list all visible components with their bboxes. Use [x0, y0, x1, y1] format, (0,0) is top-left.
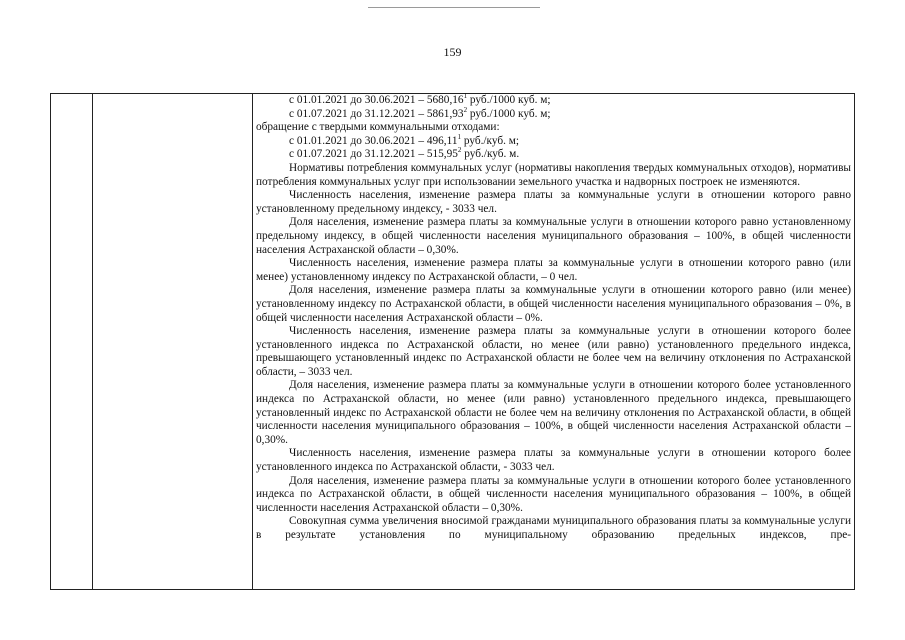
tariff-text: с 01.07.2021 до 31.12.2021 – 5861,93: [289, 107, 464, 120]
footnote-mark: 2: [463, 105, 468, 114]
paragraph-norms: Нормативы потребления коммунальных услуг (нормативы накопления твердых коммунальных отходов), нормативы потребления коммунальных услуг при использовании земельного участка и надворных построек не изменяются.: [256, 161, 851, 188]
paragraph-share-deviation: Доля населения, изменение размера платы за коммунальные услуги в отношении которого более установленного индекса по Астраханской области, но менее (или равно) установленного предельного индекса, превышающего установленный индекс по Астраханской области не более чем на величину отклонения по Астраханской области, в общей численности населения муниципального образования – 100%, в общей численности населения Астраханской области – 0,30%.: [256, 379, 851, 446]
paragraph-share-above: Доля населения, изменение размера платы за коммунальные услуги в отношении которого более установленного индекса по Астраханской области, в общей численности населения муниципального образования – 100%, в общей численности населения Астраханской области – 0,30%.: [256, 474, 851, 514]
paragraph-share-limit: Доля населения, изменение размера платы за коммунальные услуги в отношении которого равно установленному предельному индексу, в общей численности населения муниципального образования – 100%, в общей численности населения Астраханской области – 0,30%.: [256, 216, 851, 256]
document-table: [50, 94, 855, 590]
footnote-mark: 1: [457, 133, 461, 142]
tariff-line-gas-h2: [256, 105, 851, 122]
tariff-text: с 01.01.2021 до 30.06.2021 – 496,11: [289, 134, 458, 147]
paragraph-share-region: Доля населения, изменение размера платы за коммунальные услуги в отношении которого равно (или менее) установленному индексу по Астраханской области, в общей численности населения муниципального образования – 0%, в общей численности населения Астраханской области – 0%.: [256, 284, 851, 324]
paragraph-total-sum: Совокупная сумма увеличения вносимой гражданами муниципального образования платы за коммунальные услуги в результате установления по муниципальному образованию предельных индексов, пре-: [256, 515, 851, 541]
footnote-mark: 2: [457, 146, 462, 155]
paragraph-population-region: Численность населения, изменение размера платы за коммунальные услуги в отношении которого равно (или менее) установленному индексу по Астраханской области, – 0 чел.: [256, 257, 851, 283]
top-rule: [368, 7, 540, 8]
tariff-text: с 01.01.2021 до 30.06.2021 – 5680,16: [289, 94, 464, 106]
page-number: 159: [443, 45, 462, 59]
tariff-unit: руб./куб. м;: [461, 134, 520, 147]
tariff-unit: руб./1000 куб. м;: [467, 107, 551, 120]
service-heading: обращение с твердыми коммунальными отходами:: [256, 121, 500, 134]
paragraph-population-limit: Численность населения, изменение размера платы за коммунальные услуги в отношении которого равно установленному предельному индексу, - 3033 чел.: [256, 189, 851, 215]
paragraph-population-deviation: Численность населения, изменение размера платы за коммунальные услуги в отношении которого более установленного индекса по Астраханской области, но менее (или равно) установленного предельного индекса, превышающего установленный индекс по Астраханской области не более чем на величину отклонения по Астраханской области, – 3033 чел.: [256, 325, 851, 378]
tariff-line-waste-h1: [256, 135, 851, 149]
footnote-mark: 1: [463, 92, 468, 101]
paragraph-population-above: Численность населения, изменение размера платы за коммунальные услуги в отношении которого более установленного индекса по Астраханской области, - 3033 чел.: [256, 447, 851, 474]
table-content-cell: [256, 94, 851, 543]
tariff-line-gas-h1: [256, 94, 851, 108]
tariff-line-waste-h2: [256, 148, 851, 162]
tariff-text: с 01.07.2021 до 31.12.2021 – 515,95: [289, 148, 458, 161]
column-divider-1: [92, 94, 93, 589]
tariff-unit: руб./куб. м.: [461, 148, 520, 161]
tariff-unit: руб./1000 куб. м;: [467, 94, 551, 106]
column-divider-2: [252, 94, 253, 589]
